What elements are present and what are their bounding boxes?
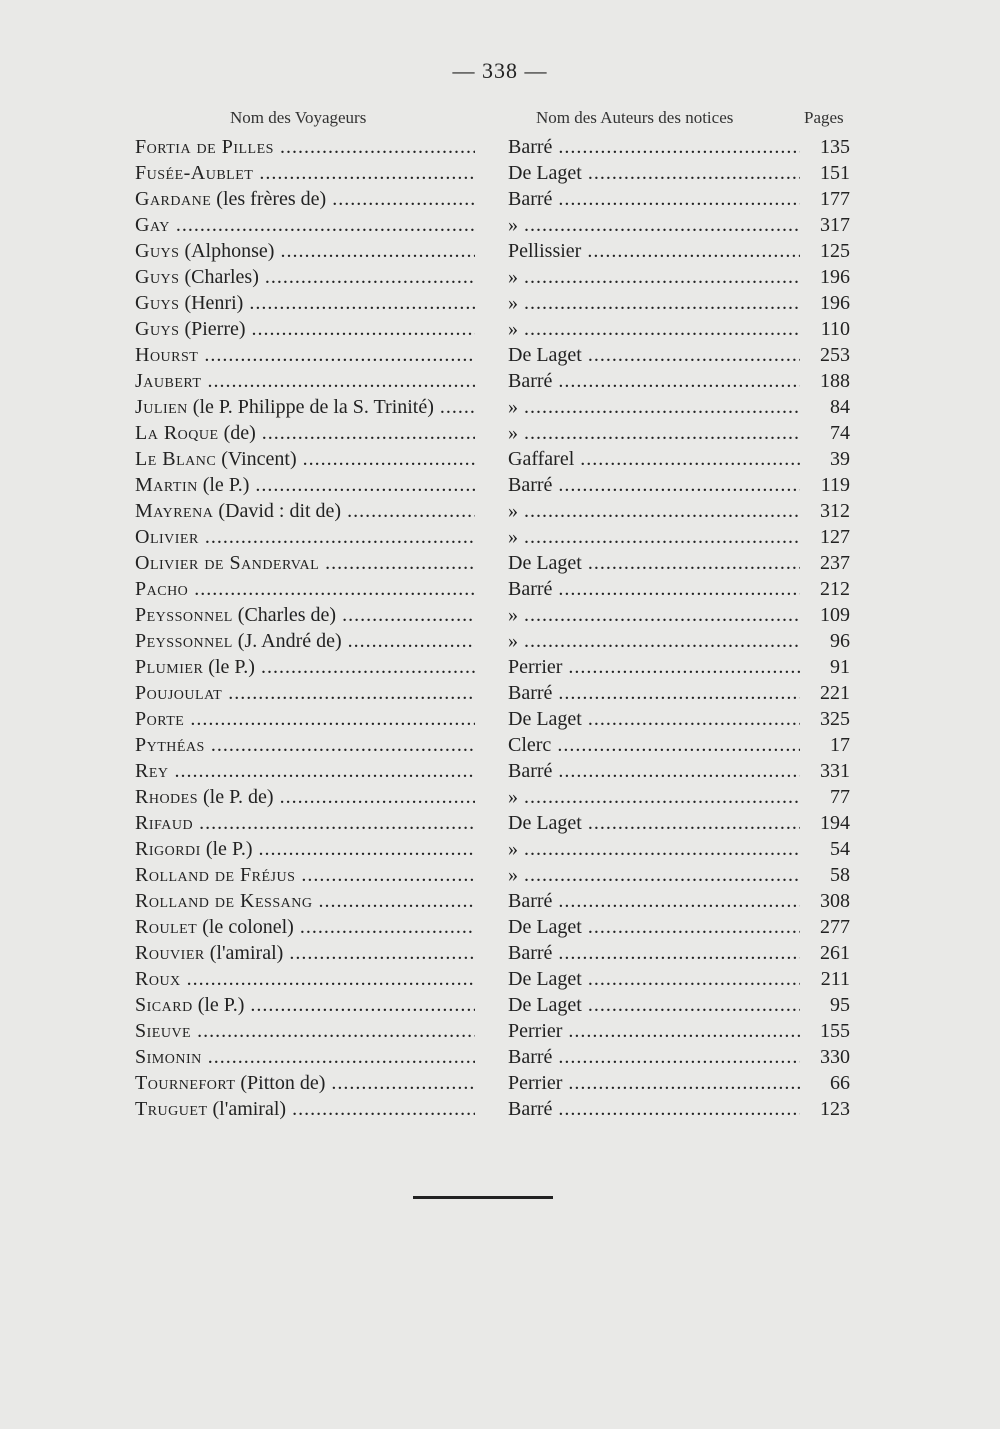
index-row bbox=[0, 760, 1000, 786]
index-row bbox=[0, 292, 1000, 318]
voyageur-name bbox=[135, 1098, 475, 1121]
voyageur-name bbox=[135, 968, 475, 991]
page-ref: 331 bbox=[820, 760, 850, 782]
voyageur-name bbox=[135, 266, 475, 289]
voyageur-name bbox=[135, 188, 475, 211]
author-name: Barré ..... bbox=[508, 370, 800, 393]
voyageur-surname: La Roque bbox=[135, 422, 219, 444]
page-ref: 127 bbox=[820, 526, 850, 548]
index-row bbox=[0, 552, 1000, 578]
voyageur-name bbox=[135, 734, 475, 757]
author-name: Barré ..... bbox=[508, 136, 800, 159]
index-row bbox=[0, 864, 1000, 890]
voyageur-detail: (le P.) bbox=[200, 838, 253, 860]
voyageur-surname: Rolland de Fréjus bbox=[135, 864, 296, 886]
index-row bbox=[0, 656, 1000, 682]
index-row bbox=[0, 136, 1000, 162]
voyageur-name bbox=[135, 890, 475, 913]
author-name: » ..... bbox=[508, 500, 800, 523]
voyageur-surname: Peyssonnel bbox=[135, 604, 233, 626]
voyageur-name bbox=[135, 136, 475, 159]
author-name: Perrier ..... bbox=[508, 656, 800, 679]
page-ref: 58 bbox=[830, 864, 850, 886]
page-ref: 125 bbox=[820, 240, 850, 262]
voyageur-name bbox=[135, 656, 475, 679]
voyageur-name bbox=[135, 448, 475, 471]
voyageur-detail: (Charles de) bbox=[232, 604, 337, 626]
voyageur-detail: (Pierre) bbox=[179, 318, 246, 340]
author-name: Barré ..... bbox=[508, 1098, 800, 1121]
page-ref: 221 bbox=[820, 682, 850, 704]
author-name: » ..... bbox=[508, 526, 800, 549]
index-row bbox=[0, 1098, 1000, 1124]
author-name: De Laget ..... bbox=[508, 916, 800, 939]
author-name: » ..... bbox=[508, 630, 800, 653]
page-ref: 74 bbox=[830, 422, 850, 444]
voyageur-surname: Rifaud bbox=[135, 812, 194, 834]
voyageur-surname: Julien bbox=[135, 396, 188, 418]
index-row bbox=[0, 682, 1000, 708]
index-row bbox=[0, 578, 1000, 604]
voyageur-name bbox=[135, 500, 475, 523]
voyageur-detail: (Pitton de) bbox=[235, 1072, 326, 1094]
author-name: » ..... bbox=[508, 838, 800, 861]
voyageur-name bbox=[135, 916, 475, 939]
index-row bbox=[0, 708, 1000, 734]
end-rule bbox=[413, 1196, 553, 1199]
page-ref: 277 bbox=[820, 916, 850, 938]
voyageur-surname: Gay bbox=[135, 214, 170, 236]
voyageur-surname: Rigordi bbox=[135, 838, 201, 860]
index-row bbox=[0, 162, 1000, 188]
voyageur-detail: (Alphonse) bbox=[179, 240, 275, 262]
voyageur-surname: Le Blanc bbox=[135, 448, 217, 470]
author-name: De Laget ..... bbox=[508, 968, 800, 991]
index-row bbox=[0, 344, 1000, 370]
voyageur-surname: Rey bbox=[135, 760, 169, 782]
voyageur-name bbox=[135, 786, 475, 809]
page-ref: 66 bbox=[830, 1072, 850, 1094]
voyageur-surname: Hourst bbox=[135, 344, 199, 366]
voyageur-name bbox=[135, 578, 475, 601]
voyageur-name bbox=[135, 344, 475, 367]
voyageur-name bbox=[135, 812, 475, 835]
author-name: De Laget ..... bbox=[508, 552, 800, 575]
voyageur-detail: (le P. Philippe de la S. Trinité) bbox=[187, 396, 434, 418]
voyageur-surname: Porte bbox=[135, 708, 185, 730]
index-row bbox=[0, 786, 1000, 812]
voyageur-surname: Guys bbox=[135, 266, 180, 288]
author-name: » ..... bbox=[508, 786, 800, 809]
page-ref: 95 bbox=[830, 994, 850, 1016]
voyageur-name bbox=[135, 162, 475, 185]
voyageur-name bbox=[135, 1020, 475, 1043]
voyageur-surname: Rhodes bbox=[135, 786, 199, 808]
page-ref: 317 bbox=[820, 214, 850, 236]
index-row bbox=[0, 240, 1000, 266]
author-name: » ..... bbox=[508, 318, 800, 341]
author-name: » ..... bbox=[508, 604, 800, 627]
page-ref: 237 bbox=[820, 552, 850, 574]
voyageur-surname: Martin bbox=[135, 474, 198, 496]
voyageur-surname: Plumier bbox=[135, 656, 204, 678]
author-name: Gaffarel ..... bbox=[508, 448, 800, 471]
author-name: Perrier ..... bbox=[508, 1020, 800, 1043]
index-row bbox=[0, 994, 1000, 1020]
voyageur-surname: Simonin bbox=[135, 1046, 202, 1068]
index-row bbox=[0, 188, 1000, 214]
index-row bbox=[0, 1072, 1000, 1098]
voyageur-surname: Olivier de Sanderval bbox=[135, 552, 320, 574]
voyageur-surname: Fortia de Pilles bbox=[135, 136, 274, 158]
page-ref: 110 bbox=[820, 318, 850, 340]
voyageur-detail: (Charles) bbox=[179, 266, 259, 288]
voyageur-surname: Guys bbox=[135, 240, 180, 262]
page-ref: 84 bbox=[830, 396, 850, 418]
voyageur-detail: (l'amiral) bbox=[207, 1098, 287, 1120]
voyageur-name bbox=[135, 708, 475, 731]
voyageur-surname: Sieuve bbox=[135, 1020, 192, 1042]
voyageur-detail: (le P.) bbox=[192, 994, 245, 1016]
author-name: Clerc ..... bbox=[508, 734, 800, 757]
index-row bbox=[0, 214, 1000, 240]
index-row bbox=[0, 968, 1000, 994]
index-row bbox=[0, 266, 1000, 292]
voyageur-surname: Guys bbox=[135, 292, 180, 314]
voyageur-name bbox=[135, 292, 475, 315]
author-name: De Laget ..... bbox=[508, 812, 800, 835]
voyageur-detail: (Vincent) bbox=[216, 448, 297, 470]
voyageur-surname: Tournefort bbox=[135, 1072, 236, 1094]
page-ref: 151 bbox=[820, 162, 850, 184]
index-row bbox=[0, 422, 1000, 448]
header-auteurs: Nom des Auteurs des notices bbox=[536, 108, 734, 127]
author-name: De Laget ..... bbox=[508, 708, 800, 731]
author-name: » ..... bbox=[508, 214, 800, 237]
voyageur-name bbox=[135, 994, 475, 1017]
index-row bbox=[0, 604, 1000, 630]
voyageur-surname: Mayrena bbox=[135, 500, 214, 522]
voyageur-name bbox=[135, 422, 475, 445]
index-row bbox=[0, 734, 1000, 760]
voyageur-name bbox=[135, 1046, 475, 1069]
author-name: » ..... bbox=[508, 396, 800, 419]
voyageur-name bbox=[135, 760, 475, 783]
page-ref: 54 bbox=[830, 838, 850, 860]
voyageur-name bbox=[135, 318, 475, 341]
page-ref: 253 bbox=[820, 344, 850, 366]
page-ref: 196 bbox=[820, 292, 850, 314]
author-name: Barré ..... bbox=[508, 578, 800, 601]
author-name: De Laget ..... bbox=[508, 994, 800, 1017]
voyageur-name bbox=[135, 526, 475, 549]
page-ref: 177 bbox=[820, 188, 850, 210]
voyageur-name bbox=[135, 1072, 475, 1095]
voyageur-name bbox=[135, 396, 475, 419]
voyageur-surname: Poujoulat bbox=[135, 682, 223, 704]
voyageur-surname: Truguet bbox=[135, 1098, 208, 1120]
voyageur-surname: Fusée-Aublet bbox=[135, 162, 254, 184]
page-ref: 188 bbox=[820, 370, 850, 392]
voyageur-name bbox=[135, 630, 475, 653]
author-name: De Laget ..... bbox=[508, 344, 800, 367]
voyageur-detail: (l'amiral) bbox=[204, 942, 284, 964]
voyageur-surname: Guys bbox=[135, 318, 180, 340]
index-row bbox=[0, 942, 1000, 968]
voyageur-name bbox=[135, 682, 475, 705]
voyageur-detail: (le colonel) bbox=[197, 916, 294, 938]
voyageur-name bbox=[135, 474, 475, 497]
page-ref: 155 bbox=[820, 1020, 850, 1042]
voyageur-surname: Sicard bbox=[135, 994, 193, 1016]
index-row bbox=[0, 812, 1000, 838]
page-ref: 211 bbox=[820, 968, 850, 990]
page-ref: 194 bbox=[820, 812, 850, 834]
voyageur-name bbox=[135, 942, 475, 965]
voyageur-surname: Pythéas bbox=[135, 734, 205, 756]
author-name: » ..... bbox=[508, 864, 800, 887]
header-voyageurs: Nom des Voyageurs bbox=[230, 108, 367, 127]
index-row bbox=[0, 526, 1000, 552]
author-name: Pellissier ..... bbox=[508, 240, 800, 263]
voyageur-surname: Gardane bbox=[135, 188, 212, 210]
page-ref: 123 bbox=[820, 1098, 850, 1120]
page-ref: 77 bbox=[830, 786, 850, 808]
voyageur-surname: Jaubert bbox=[135, 370, 202, 392]
author-name: De Laget ..... bbox=[508, 162, 800, 185]
voyageur-name bbox=[135, 214, 475, 237]
voyageur-surname: Olivier bbox=[135, 526, 199, 548]
page-ref: 196 bbox=[820, 266, 850, 288]
author-name: Barré ..... bbox=[508, 760, 800, 783]
index-row bbox=[0, 500, 1000, 526]
author-name: Barré ..... bbox=[508, 474, 800, 497]
index-row bbox=[0, 474, 1000, 500]
index-table bbox=[0, 136, 1000, 1124]
author-name: Barré ..... bbox=[508, 890, 800, 913]
page-ref: 330 bbox=[820, 1046, 850, 1068]
page-ref: 96 bbox=[830, 630, 850, 652]
page-ref: 39 bbox=[830, 448, 850, 470]
index-row bbox=[0, 630, 1000, 656]
author-name: » ..... bbox=[508, 266, 800, 289]
index-row bbox=[0, 318, 1000, 344]
author-name: Barré ..... bbox=[508, 942, 800, 965]
page-number: — 338 — bbox=[452, 58, 548, 83]
voyageur-detail: (J. André de) bbox=[232, 630, 342, 652]
voyageur-name bbox=[135, 864, 475, 887]
page-ref: 17 bbox=[830, 734, 850, 756]
voyageur-detail: (le P.) bbox=[203, 656, 255, 678]
voyageur-surname: Pacho bbox=[135, 578, 189, 600]
voyageur-detail: (David : dit de) bbox=[213, 500, 342, 522]
voyageur-name bbox=[135, 240, 475, 263]
voyageur-detail: (le P. de) bbox=[198, 786, 274, 808]
header-pages: Pages bbox=[804, 108, 844, 127]
author-name: Barré ..... bbox=[508, 1046, 800, 1069]
voyageur-surname: Roulet bbox=[135, 916, 198, 938]
voyageur-name bbox=[135, 838, 475, 861]
voyageur-surname: Rolland de Kessang bbox=[135, 890, 313, 912]
index-row bbox=[0, 448, 1000, 474]
index-row bbox=[0, 1046, 1000, 1072]
index-row bbox=[0, 838, 1000, 864]
voyageur-surname: Roux bbox=[135, 968, 181, 990]
page-ref: 325 bbox=[820, 708, 850, 730]
author-name: » ..... bbox=[508, 422, 800, 445]
voyageur-name bbox=[135, 604, 475, 627]
page-ref: 135 bbox=[820, 136, 850, 158]
page-ref: 212 bbox=[820, 578, 850, 600]
voyageur-name bbox=[135, 552, 475, 575]
page-ref: 312 bbox=[820, 500, 850, 522]
author-name: Barré ..... bbox=[508, 188, 800, 211]
voyageur-detail: (Henri) bbox=[179, 292, 244, 314]
author-name: Barré ..... bbox=[508, 682, 800, 705]
author-name: » ..... bbox=[508, 292, 800, 315]
page-ref: 308 bbox=[820, 890, 850, 912]
voyageur-surname: Peyssonnel bbox=[135, 630, 233, 652]
index-row bbox=[0, 890, 1000, 916]
author-name: Perrier ..... bbox=[508, 1072, 800, 1095]
index-row bbox=[0, 396, 1000, 422]
index-row bbox=[0, 1020, 1000, 1046]
voyageur-detail: (de) bbox=[218, 422, 256, 444]
voyageur-surname: Rouvier bbox=[135, 942, 205, 964]
index-row bbox=[0, 916, 1000, 942]
page-ref: 261 bbox=[820, 942, 850, 964]
page-ref: 91 bbox=[830, 656, 850, 678]
voyageur-name bbox=[135, 370, 475, 393]
page-ref: 109 bbox=[820, 604, 850, 626]
page-ref: 119 bbox=[820, 474, 850, 496]
voyageur-detail: (les frères de) bbox=[211, 188, 327, 210]
voyageur-detail: (le P.) bbox=[197, 474, 250, 496]
index-row bbox=[0, 370, 1000, 396]
